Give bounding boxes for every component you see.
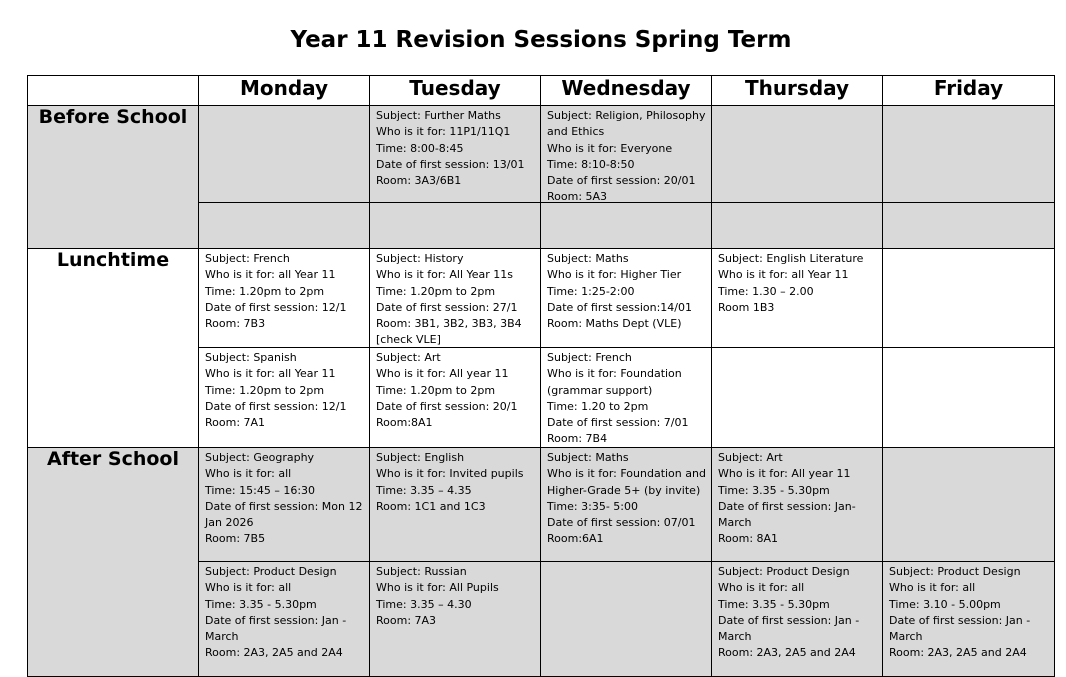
session-first-session-text: Date of first session: 20/1 [376, 399, 518, 413]
session-details [199, 249, 369, 347]
session-details [712, 106, 882, 202]
session-time-text: Time: 3.35 - 5.30pm [718, 483, 830, 497]
session-first-session-text: Date of first session: 20/01 [547, 174, 696, 188]
timetable-row [28, 249, 1055, 348]
session-details [712, 203, 882, 248]
session-first-session-text: Date of first session: Jan - March [718, 613, 860, 644]
session-subject-text: Subject: Product Design [718, 565, 850, 578]
session-details [541, 562, 711, 676]
timetable-body [28, 106, 1055, 677]
session-audience-text: Who is it for: Foundation and Higher-Grade 5+ (by invite) [547, 467, 706, 497]
session-details [370, 106, 540, 202]
session-subject-text: Subject: Art [376, 351, 441, 364]
session-audience-text: Who is it for: all Year 11 [718, 268, 849, 282]
session-room-text: Room:6A1 [547, 532, 604, 546]
session-cell-lunchtime-monday [199, 348, 370, 448]
session-first-session-text: Date of first session: Jan - March [205, 613, 347, 644]
session-room-text: Room: 2A3, 2A5 and 2A4 [205, 646, 343, 660]
session-details [712, 448, 882, 561]
session-details [199, 562, 369, 676]
session-time-text: Time: 8:00-8:45 [376, 141, 464, 155]
day-header-tuesday: Tuesday [370, 76, 541, 106]
row-header-before-school: Before School [28, 106, 199, 249]
session-details [199, 203, 369, 248]
session-subject-text: Subject: English [376, 451, 465, 464]
session-time-text: Time: 1.20pm to 2pm [376, 284, 496, 298]
session-time-text: Time: 3.35 – 4.30 [376, 597, 472, 611]
session-cell-after-school-thursday [712, 448, 883, 562]
session-first-session-text: Date of first session: 13/01 [376, 157, 525, 171]
session-details [541, 106, 711, 202]
session-details [541, 249, 711, 347]
session-first-session-text: Date of first session:14/01 [547, 300, 693, 314]
session-time-text: Time: 1.20pm to 2pm [205, 284, 325, 298]
session-cell-after-school-monday [199, 448, 370, 562]
day-header-friday: Friday [883, 76, 1055, 106]
session-cell-before-school-tuesday [370, 106, 541, 203]
session-details [883, 562, 1054, 676]
session-cell-after-school-thursday [712, 562, 883, 677]
session-time-text: Time: 1.30 – 2.00 [718, 284, 814, 298]
session-first-session-text: Date of first session: Mon 12 Jan 2026 [205, 499, 363, 530]
session-room-text: Room: 3B1, 3B2, 3B3, 3B4 [check VLE] [376, 317, 522, 347]
session-subject-text: Subject: Maths [547, 252, 629, 265]
session-cell-lunchtime-tuesday [370, 348, 541, 448]
session-details [370, 203, 540, 248]
session-room-text: Room: Maths Dept (VLE) [547, 317, 682, 331]
session-time-text: Time: 1.20 to 2pm [547, 399, 649, 413]
day-header-thursday: Thursday [712, 76, 883, 106]
session-time-text: Time: 1.20pm to 2pm [205, 383, 325, 397]
session-subject-text: Subject: French [547, 351, 632, 364]
session-cell-after-school-monday [199, 562, 370, 677]
session-cell-before-school-monday [199, 203, 370, 249]
session-details [370, 249, 540, 347]
session-audience-text: Who is it for: Everyone [547, 141, 673, 155]
session-cell-lunchtime-thursday [712, 249, 883, 348]
session-cell-lunchtime-friday [883, 249, 1055, 348]
session-subject-text: Subject: Geography [205, 451, 315, 464]
session-cell-after-school-friday [883, 448, 1055, 562]
revision-timetable [27, 75, 1055, 677]
session-cell-lunchtime-wednesday [541, 348, 712, 448]
session-cell-lunchtime-friday [883, 348, 1055, 448]
corner-cell [28, 76, 199, 106]
session-details [883, 203, 1054, 248]
row-header-lunchtime: Lunchtime [28, 249, 199, 448]
session-cell-before-school-tuesday [370, 203, 541, 249]
session-first-session-text: Date of first session: 12/1 [205, 399, 347, 413]
session-time-text: Time: 15:45 – 16:30 [205, 483, 316, 497]
session-cell-lunchtime-tuesday [370, 249, 541, 348]
session-cell-before-school-wednesday [541, 106, 712, 203]
session-audience-text: Who is it for: Foundation (grammar support) [547, 367, 682, 397]
session-details [370, 348, 540, 447]
session-audience-text: Who is it for: all [889, 581, 976, 595]
session-cell-after-school-friday [883, 562, 1055, 677]
session-first-session-text: Date of first session: 12/1 [205, 300, 347, 314]
session-audience-text: Who is it for: all [718, 581, 805, 595]
session-cell-after-school-tuesday [370, 448, 541, 562]
session-audience-text: Who is it for: All Year 11s [376, 268, 514, 282]
session-room-text: Room: 2A3, 2A5 and 2A4 [889, 646, 1027, 660]
day-header-wednesday: Wednesday [541, 76, 712, 106]
session-subject-text: Subject: Product Design [889, 565, 1021, 578]
session-subject-text: Subject: Religion, Philosophy and Ethics [547, 109, 706, 139]
session-details [883, 106, 1054, 202]
session-subject-text: Subject: Russian [376, 565, 467, 578]
session-subject-text: Subject: Further Maths [376, 109, 501, 122]
session-time-text: Time: 1:25-2:00 [547, 284, 635, 298]
session-details [712, 348, 882, 447]
session-details [883, 249, 1054, 347]
day-header-monday: Monday [199, 76, 370, 106]
session-first-session-text: Date of first session: 7/01 [547, 416, 689, 430]
session-subject-text: Subject: Art [718, 451, 783, 464]
session-first-session-text: Room: 1C1 and 1C3 [376, 499, 486, 513]
session-first-session-text: Date of first session: Jan-March [718, 499, 856, 530]
session-audience-text: Who is it for: all [205, 581, 292, 595]
session-details [712, 249, 882, 347]
session-details [199, 448, 369, 561]
session-details [883, 348, 1054, 447]
session-details [883, 448, 1054, 561]
session-cell-lunchtime-monday [199, 249, 370, 348]
session-details [370, 448, 540, 561]
session-audience-text: Who is it for: Higher Tier [547, 268, 682, 282]
session-first-session-text: Date of first session: 27/1 [376, 300, 518, 314]
session-subject-text: Subject: French [205, 252, 290, 265]
session-subject-text: Subject: History [376, 252, 464, 265]
session-first-session-text: Date of first session: Jan - March [889, 613, 1031, 644]
session-audience-text: Who is it for: Invited pupils [376, 467, 524, 481]
session-time-text: Time: 3:35- 5:00 [547, 499, 638, 513]
session-cell-lunchtime-thursday [712, 348, 883, 448]
session-room-text: Room: 2A3, 2A5 and 2A4 [718, 646, 856, 660]
session-room-text: Room: 3A3/6B1 [376, 174, 462, 188]
session-time-text: Time: 3.35 – 4.35 [376, 483, 472, 497]
session-details [199, 348, 369, 447]
session-room-text: Room: 7B5 [205, 532, 266, 546]
session-time-text: Time: 3.35 - 5.30pm [205, 597, 317, 611]
row-header-after-school: After School [28, 448, 199, 677]
session-details [541, 203, 711, 248]
session-cell-after-school-tuesday [370, 562, 541, 677]
session-subject-text: Subject: Product Design [205, 565, 337, 578]
session-first-session-text: Room 1B3 [718, 300, 775, 314]
header-row [28, 76, 1055, 106]
session-cell-after-school-wednesday [541, 562, 712, 677]
session-room-text: Room:8A1 [376, 416, 433, 430]
session-cell-before-school-monday [199, 106, 370, 203]
session-time-text: Time: 8:10-8:50 [547, 157, 635, 171]
session-room-text: Room: 5A3 [547, 190, 608, 202]
timetable-row [28, 448, 1055, 562]
session-cell-before-school-thursday [712, 106, 883, 203]
session-audience-text: Who is it for: 11P1/11Q1 [376, 125, 511, 139]
session-subject-text: Subject: Maths [547, 451, 629, 464]
session-audience-text: Who is it for: all Year 11 [205, 367, 336, 381]
session-cell-before-school-friday [883, 106, 1055, 203]
session-audience-text: Who is it for: All year 11 [376, 367, 509, 381]
session-cell-lunchtime-wednesday [541, 249, 712, 348]
session-room-text: Room: 7B3 [205, 317, 266, 331]
session-first-session-text: Date of first session: 07/01 [547, 516, 696, 530]
session-details [541, 348, 711, 447]
session-time-text: Time: 3.35 - 5.30pm [718, 597, 830, 611]
session-cell-after-school-wednesday [541, 448, 712, 562]
session-details [712, 562, 882, 676]
session-cell-before-school-friday [883, 203, 1055, 249]
session-subject-text: Subject: Spanish [205, 351, 297, 364]
session-audience-text: Who is it for: All year 11 [718, 467, 851, 481]
timetable-row [28, 106, 1055, 203]
session-cell-before-school-thursday [712, 203, 883, 249]
page-title: Year 11 Revision Sessions Spring Term [290, 27, 792, 53]
session-subject-text: Subject: English Literature [718, 252, 864, 265]
session-room-text: Room: 7B4 [547, 432, 608, 446]
session-cell-before-school-wednesday [541, 203, 712, 249]
session-details [541, 448, 711, 561]
session-time-text: Time: 3.10 - 5.00pm [889, 597, 1001, 611]
session-room-text: Room: 8A1 [718, 532, 779, 546]
session-audience-text: Who is it for: all Year 11 [205, 268, 336, 282]
session-first-session-text: Room: 7A3 [376, 613, 437, 627]
session-room-text: Room: 7A1 [205, 416, 266, 430]
session-audience-text: Who is it for: all [205, 467, 292, 481]
session-time-text: Time: 1.20pm to 2pm [376, 383, 496, 397]
session-details [370, 562, 540, 676]
session-details [199, 106, 369, 202]
session-audience-text: Who is it for: All Pupils [376, 581, 499, 595]
